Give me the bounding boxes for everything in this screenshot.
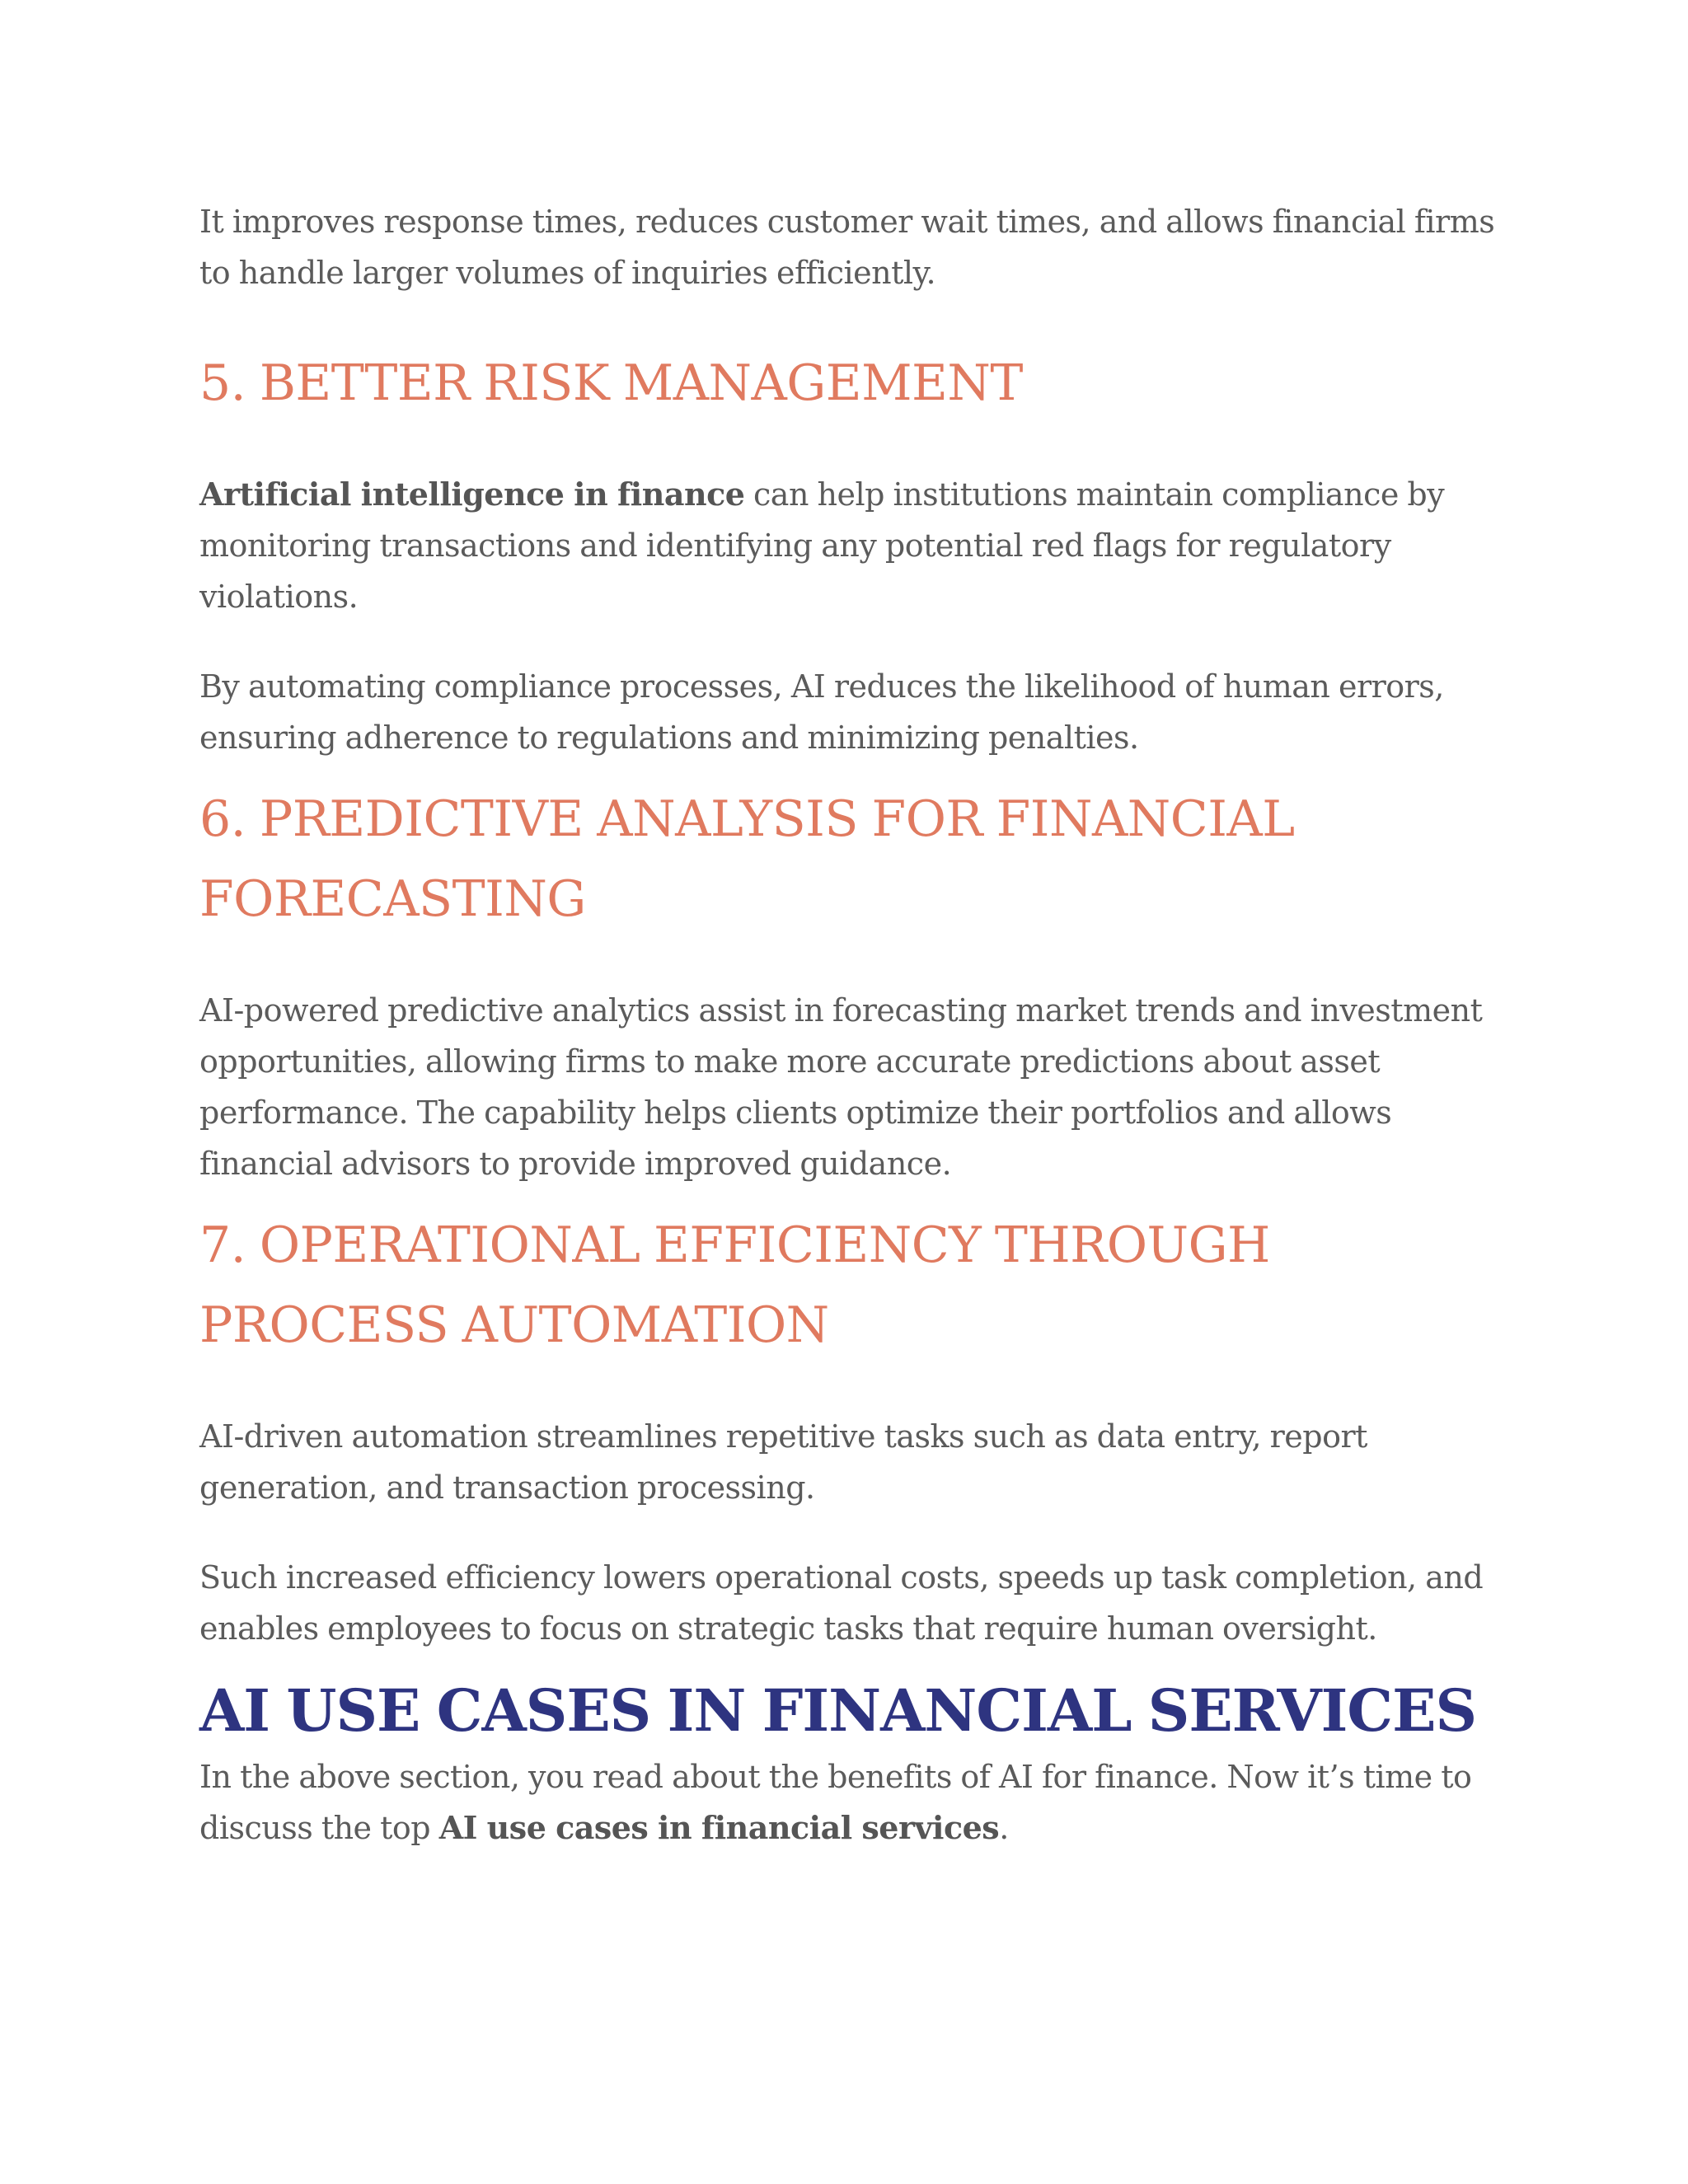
section-5-paragraph-1 [199, 469, 1518, 622]
section-7-paragraph-1: AI-driven automation streamlines repetitive tasks such as data entry, report generation, and transaction processing. [199, 1418, 1367, 1506]
section-6-heading: 6. PREDICTIVE ANALYSIS FOR FINANCIAL FORECASTING [199, 790, 1295, 928]
document-page [199, 196, 1518, 1854]
paragraph-text: In the above section, you read about the benefits of AI for finance. Now it’s time to discuss the top [199, 1759, 1472, 1846]
section-5-heading: 5. BETTER RISK MANAGEMENT [199, 354, 1023, 412]
section-6-paragraph-1: AI-powered predictive analytics assist in forecasting market trends and investment opportunities, allowing firms to make more accurate predictions about asset performance. The capability helps clients optimize their portfolios and allows financial advisors to provide improved guidance. [199, 992, 1483, 1182]
paragraph-text: . [999, 1810, 1009, 1846]
section-7-heading: 7. OPERATIONAL EFFICIENCY THROUGH PROCESS AUTOMATION [199, 1216, 1270, 1354]
bold-phrase: AI use cases in financial services [438, 1809, 1000, 1846]
use-cases-heading: AI USE CASES IN FINANCIAL SERVICES [199, 1676, 1477, 1745]
bold-phrase: Artificial intelligence in finance [199, 476, 745, 513]
intro-paragraph: It improves response times, reduces customer wait times, and allows financial firms to handle larger volumes of inquiries efficiently. [199, 204, 1495, 291]
section-5-paragraph-2: By automating compliance processes, AI reduces the likelihood of human errors, ensuring adherence to regulations and minimizing penalties. [199, 668, 1444, 756]
use-cases-paragraph [199, 1751, 1518, 1854]
section-7-paragraph-2: Such increased efficiency lowers operational costs, speeds up task completion, and enables employees to focus on strategic tasks that require human oversight. [199, 1559, 1484, 1647]
paragraph-text: can help institutions maintain compliance by monitoring transactions and identifying any potential red flags for regulatory violations. [199, 476, 1445, 615]
